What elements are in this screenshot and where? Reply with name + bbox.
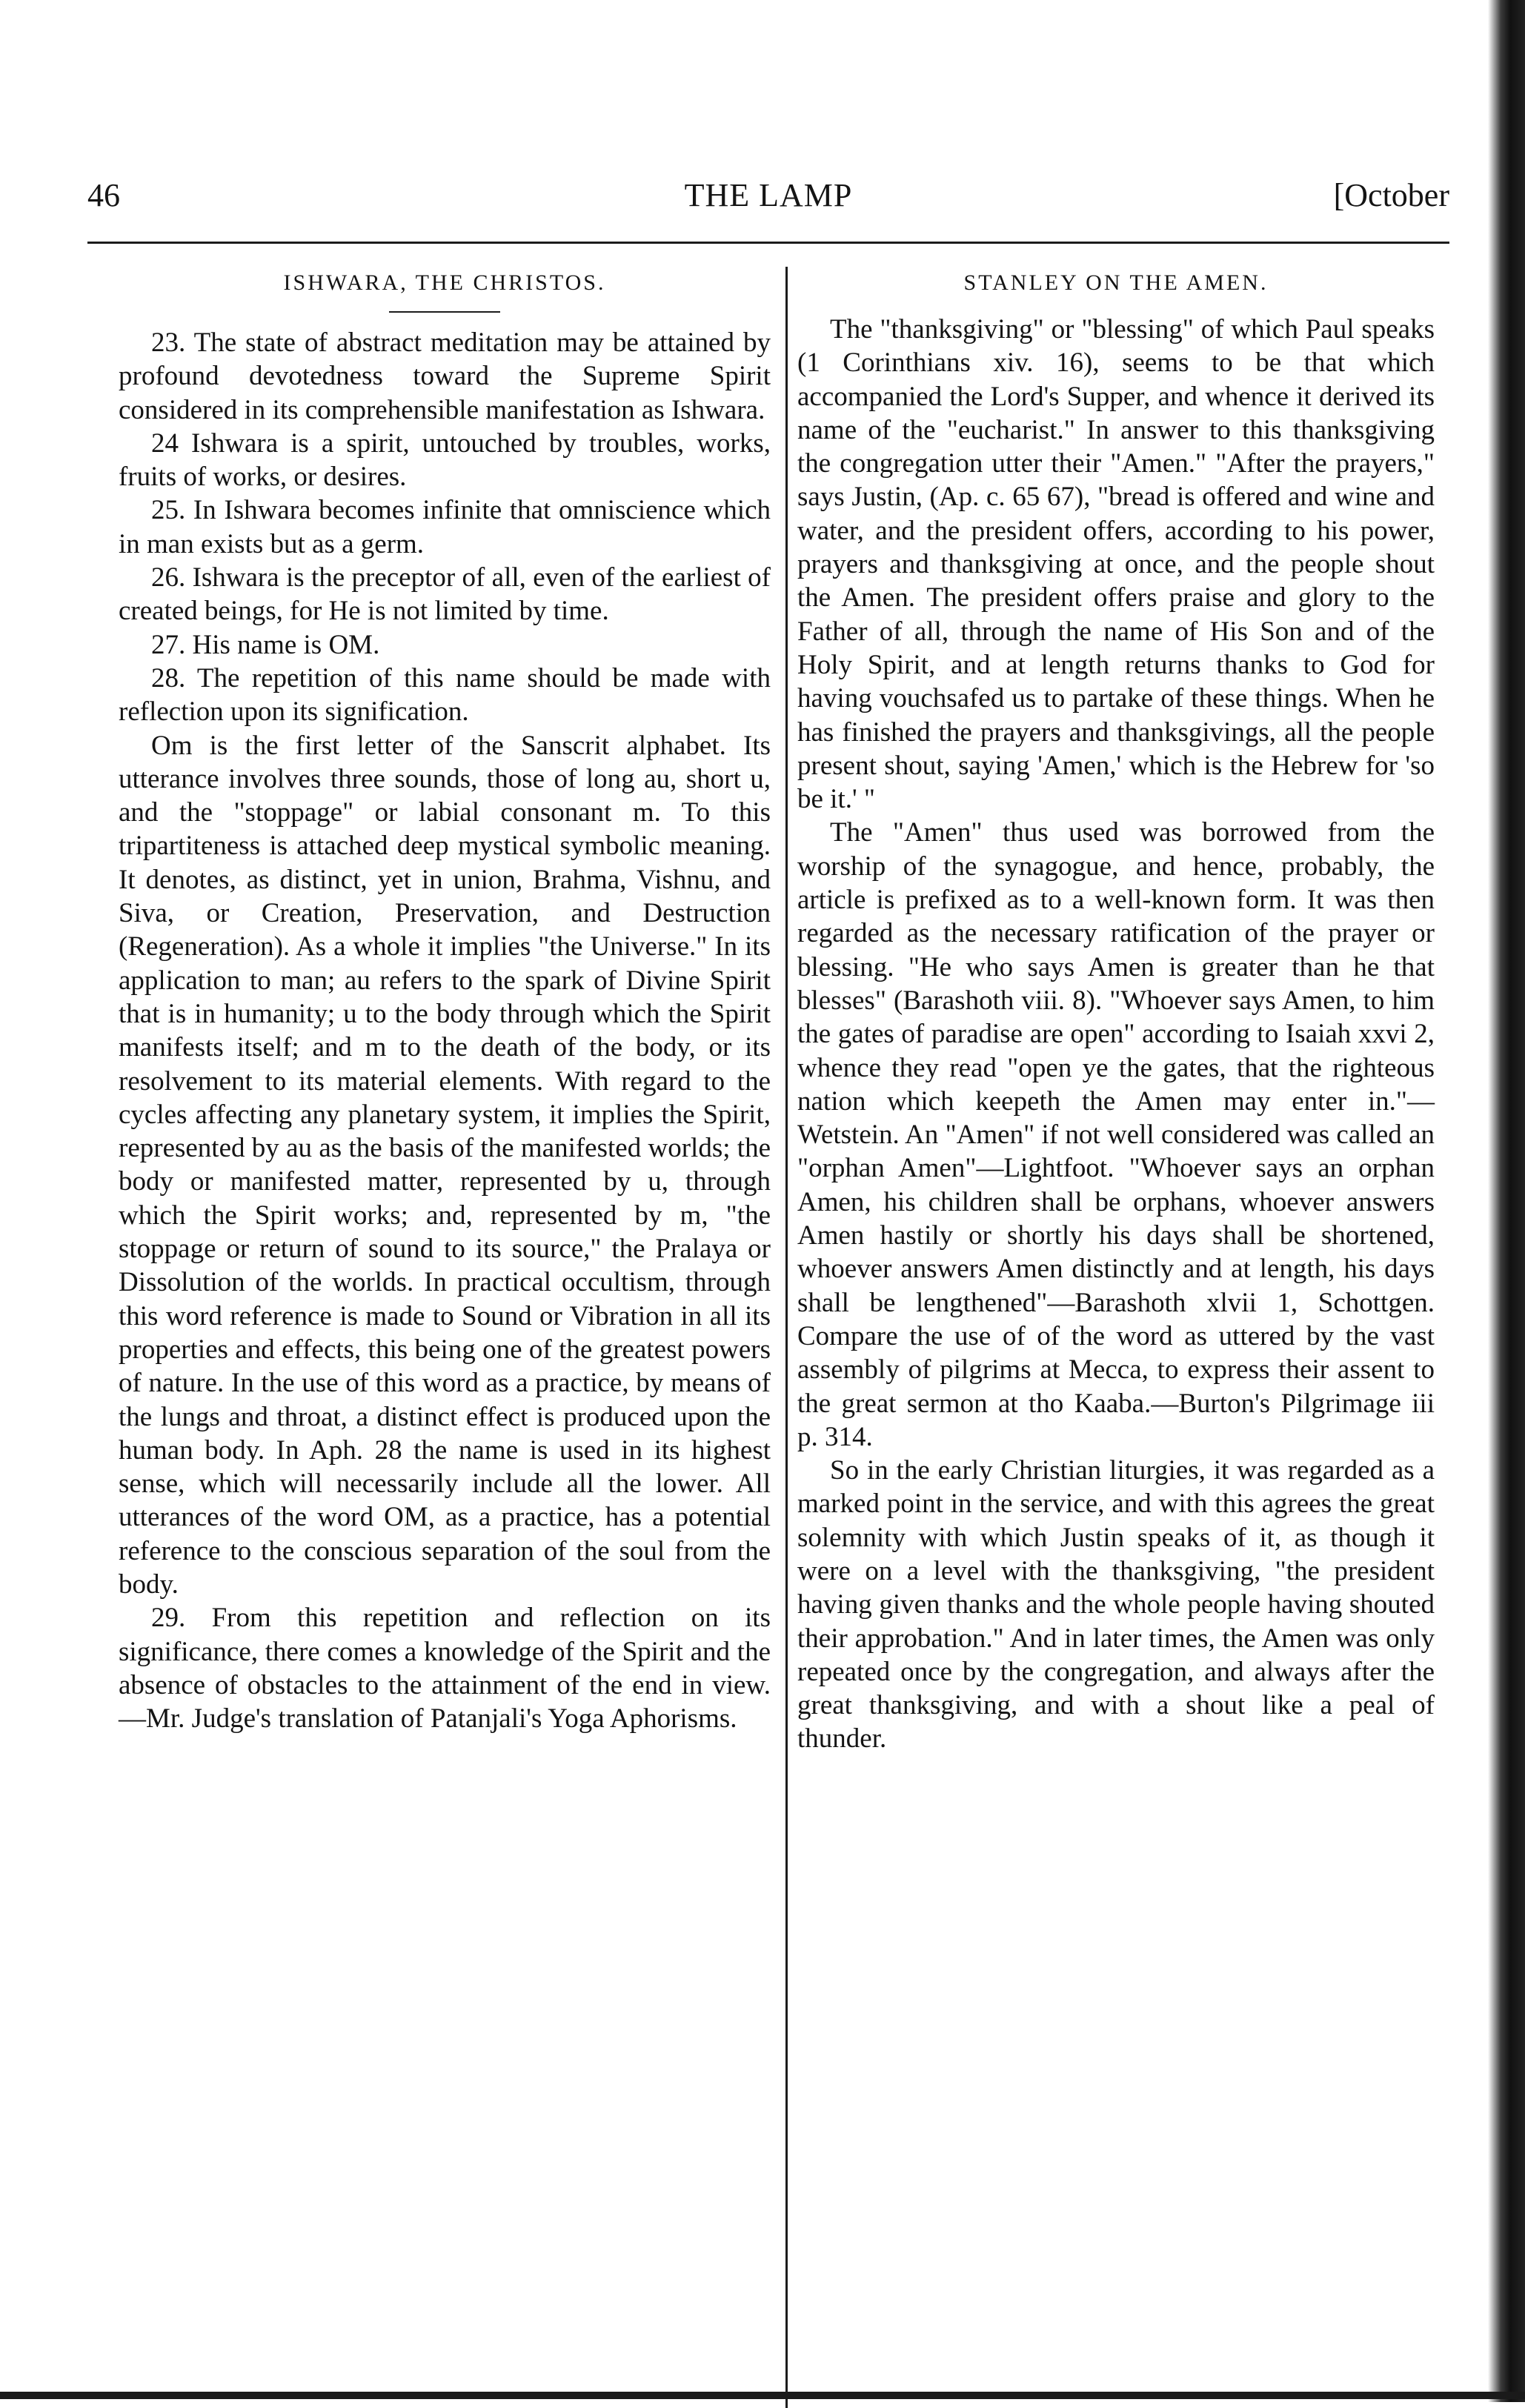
left-column (119, 268, 771, 1735)
aphorism-29: 29. From this repetition and reflection on its significance, there comes a knowledge of the Spirit and the absence of obstacles to the attainment of the end in view.—Mr. Judge's translation of Patanjali's Yoga Aphorisms. (119, 1603, 771, 1735)
page-number: 46 (87, 177, 120, 213)
column-divider (785, 267, 788, 2408)
aphorism-24: 24 Ishwara is a spirit, untouched by troubles, works, fruits of works, or desires. (119, 428, 771, 493)
running-header (87, 172, 1449, 219)
article-heading-ishwara: ISHWARA, THE CHRISTOS. (283, 270, 606, 295)
article-heading-amen: STANLEY ON THE AMEN. (963, 270, 1269, 295)
heading-ornament-rule (389, 311, 500, 313)
right-column (797, 268, 1435, 1756)
amen-paragraph-1: The "thanksgiving" or "blessing" of which Paul speaks (1 Corinthians xiv. 16), seems to be that which accompanied the Lord's Supper, and whence it derived its name of the "eucharist." In answer to this thanksgiving the congregation utter their "Amen." "After the prayers," says Justin, (Ap. c. 65 67), "bread is offered and wine and water, and the president offers, according to his power, prayers and thanksgiving at once, and the people shout the Amen. The president offers praise and glory to the Father of all, through the name of His Son and of the Holy Spirit, and at length returns thanks to God for having vouchsafed us to partake of these things. When he has finished the prayers and thanksgivings, all the people present shout, saying 'Amen,' which is the Hebrew for 'so be it.' " (797, 314, 1435, 815)
aphorism-26: 26. Ishwara is the preceptor of all, even of the earliest of created beings, for He is not limited by time. (119, 562, 771, 627)
aphorism-23: 23. The state of abstract meditation may be attained by profound devotedness toward the Supreme Spirit considered in its comprehensible manifestation as Ishwara. (119, 327, 771, 425)
aphorism-28: 28. The repetition of this name should be made with reflection upon its signification. (119, 662, 771, 728)
bottom-scan-rule (0, 2392, 1525, 2399)
aphorism-25: 25. In Ishwara becomes infinite that omniscience which in man exists but as a germ. (119, 495, 771, 559)
header-rule (87, 242, 1449, 244)
amen-paragraph-2: The "Amen" thus used was borrowed from the worship of the synagogue, and hence, probably, the article is prefixed as to a well-known form. It was then regarded as the necessary ratification of the prayer or blessing. "He who says Amen is greater than he that blesses" (Barashoth viii. 8). "Whoever says Amen, to him the gates of paradise are open" according to Isaiah xxvi 2, whence they read "open ye the gates, that the righteous nation which keepeth the Amen may enter in."—Wetstein. An "Amen" if not well considered was called an "orphan Amen"—Lightfoot. "Whoever says an orphan Amen, his children shall be orphans, whoever answers Amen hastily or shortly his days shall be shortened, whoever answers Amen distinctly and at length, his days shall be lengthened"—Barashoth xlvii 1, Schottgen. Compare the use of of the word as uttered by the vast assembly of pilgrims at Mecca, to express their assent to the great sermon at tho Kaaba.—Burton's Pilgrimage iii p. 314. (797, 817, 1435, 1452)
issue-month: [October (1333, 177, 1449, 213)
amen-paragraph-3: So in the early Christian liturgies, it was regarded as a marked point in the service, and with this agrees the great solemnity with which Justin speaks of it, as though it were on a level with the thanksgiving, "the president having given thanks and the whole people having shouted their approbation." And in later times, the Amen was only repeated once by the congregation, and always after the great thanksgiving, and with a shout like a peal of thunder. (797, 1455, 1435, 1755)
journal-title: THE LAMP (684, 177, 853, 213)
heading-spacer (797, 298, 1435, 313)
om-commentary: Om is the first letter of the Sanscrit alphabet. Its utterance involves three sounds, those of long au, short u, and the "stoppage" or labial consonant m. To this tripartiteness is attached deep mystical symbolic meaning. It denotes, as distinct, yet in union, Brahma, Vishnu, and Siva, or Creation, Preservation, and Destruction (Regeneration). As a whole it implies "the Universe." In its application to man; au refers to the spark of Divine Spirit that is in humanity; u to the body through which the Spirit manifests itself; and m to the death of the body, or its resolvement to its material elements. With regard to the cycles affecting any planetary system, it implies the Spirit, represented by au as the basis of the manifested worlds; the body or manifested matter, represented by u, through which the Spirit works; and, represented by m, "the stoppage or return of sound to its source," the Pralaya or Dissolution of the worlds. In practical occultism, through this word reference is made to Sound or Vibration in all its properties and effects, this being one of the greatest powers of nature. In the use of this word as a practice, by means of the lungs and throat, a distinct effect is produced upon the human body. In Aph. 28 the name is used in its highest sense, which will necessarily include all the lower. All utterances of the word OM, as a practice, has a potential reference to the conscious separation of the soul from the body. (119, 730, 771, 1600)
scan-edge-shadow (1488, 0, 1525, 2402)
aphorism-27: 27. His name is OM. (151, 629, 380, 660)
